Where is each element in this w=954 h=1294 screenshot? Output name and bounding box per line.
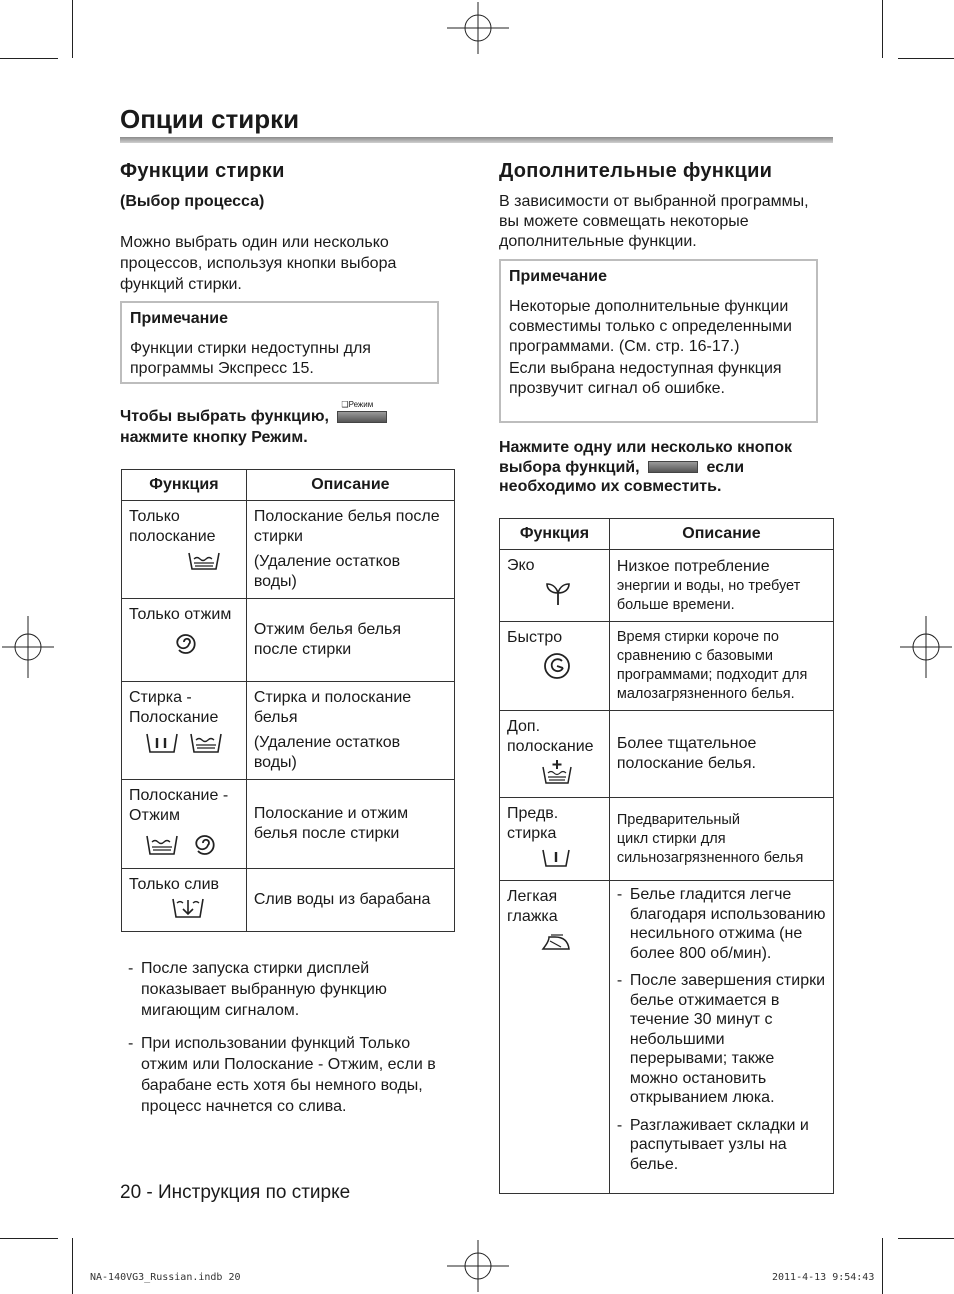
left-instruction [120,400,450,448]
easy-iron-icon [507,931,602,959]
prewash-icon [507,848,602,874]
mode-button[interactable] [337,411,387,423]
function-description: Низкое потребление [616,558,770,575]
extra-rinse-icon [507,759,602,791]
function-description: Полоскание белья после стирки [253,508,440,545]
print-slug-date: 2011-4-13 9:54:43 [772,1272,875,1283]
function-description: энергии и воды, но требует [616,578,801,594]
left-note-text: Функции стирки недоступны для программы Экспресс 15. [130,340,371,377]
function-name: Только отжим [129,606,232,623]
page-title: Опции стирки [120,104,300,134]
left-note [120,301,439,384]
left-bullet-list [128,958,458,1127]
page-footer: 20 - Инструкция по стирке [120,1182,351,1203]
function-description: цикл стирки для [616,830,726,847]
list-item: - После запуска стирки дисплей показывает выбранную функцию мигающим сигналом. [128,958,458,1021]
option-button[interactable] [648,461,698,473]
function-description: Отжим белья белья после стирки [253,621,402,658]
function-name: Только полоскание [129,508,216,545]
table-row [500,881,834,1194]
table-row [500,711,834,798]
list-item: - При использовании функций Только отжим или Полоскание - Отжим, если в барабане есть хотя бы немного воды, процесс начнется со слива. [128,1033,458,1117]
registration-mark-bottom [447,1240,509,1292]
left-intro: Можно выбрать один или несколько процессов, используя кнопки выбора функций стирки. [120,234,397,293]
table-row [122,780,455,869]
table-row [122,599,455,682]
left-instruction-line1: Чтобы выбрать функцию, [120,408,329,425]
mode-button-label: ❑Режим [341,400,374,410]
function-description: сравнению с базовыми [616,648,773,664]
list-item: - Белье гладится легче благодаря использованию несильного отжима (не более 800 об/мин). [617,885,826,963]
function-description-note: (Удаление остатков воды) [253,734,401,771]
right-instruction-line2a: выбора функций, [499,458,640,476]
quick-icon [507,652,602,686]
right-note-text-2: Если выбрана недоступная функция прозвучит сигнал об ошибке. [509,360,782,397]
left-note-title: Примечание [130,310,229,327]
function-description: программами; подходит для [616,667,808,683]
function-description: полоскание белья. [616,755,756,772]
right-note-title: Примечание [509,268,608,285]
function-description: Время стирки короче по [616,629,779,645]
function-name: Легкая глажка [507,888,558,925]
right-th-description: Описание [609,519,833,550]
list-item: - Разглаживает складки и распутывает узлы на белье. [617,1116,826,1175]
drain-icon [129,897,239,925]
function-description: малозагрязненного белья. [616,686,795,702]
function-description: Более тщательное [616,735,757,752]
left-subheading: (Выбор процесса) [120,193,265,210]
right-instruction-line3: необходимо их совместить. [499,478,722,495]
left-heading: Функции стирки [120,160,285,182]
table-row [122,682,455,780]
function-name: Стирка - Полоскание [129,689,219,726]
function-description: Стирка и полоскание белья [253,689,412,726]
rinse-icon [129,551,239,577]
table-row [500,798,834,881]
function-description-note: (Удаление остатков воды) [253,553,401,590]
function-description: Слив воды из барабана [253,891,431,908]
function-name: Доп. полоскание [507,718,594,755]
right-instruction-line1: Нажмите одну или несколько кнопок [499,439,792,456]
table-row [122,501,455,599]
right-instruction-line2b: если [706,458,745,476]
table-row [122,869,455,932]
function-name: Только слив [129,876,220,893]
function-name: Предв. стирка [507,805,559,842]
list-item: - После завершения стирки белье отжимается в течение 30 минут с небольшими перерывами; также можно остановить открыванием люка. [617,971,826,1108]
rinse-spin-icon [129,830,239,862]
right-heading: Дополнительные функции [499,160,773,182]
title-underline [120,137,833,143]
left-functions-table [121,469,455,932]
mode-icon: ❑ [341,400,349,410]
function-name: Быстро [507,629,563,646]
right-note [499,259,818,423]
function-name: Эко [507,557,535,574]
right-instruction [499,438,839,497]
registration-mark-top [447,2,509,54]
eco-leaf-icon [507,580,602,612]
registration-mark-left [2,616,54,678]
right-note-text-1: Некоторые дополнительные функции совместимы только с определенными программами. (См. стр. 16-17.) [509,298,792,355]
function-description: Предварительный [616,811,740,828]
left-th-description: Описание [246,470,454,501]
registration-mark-right [900,616,952,678]
left-th-function: Функция [122,470,247,501]
function-description: Полоскание и отжим белья после стирки [253,805,409,842]
print-slug-file: NA-140VG3_Russian.indb 20 [90,1272,241,1283]
wash-rinse-icon [129,732,239,760]
right-th-function: Функция [500,519,610,550]
function-description: больше времени. [616,597,735,613]
spin-icon [129,629,239,661]
function-name: Полоскание - Отжим [129,787,229,824]
left-instruction-line2: нажмите кнопку Режим. [120,429,308,447]
table-row [500,550,834,622]
table-row [500,622,834,711]
right-functions-table [499,518,834,1194]
function-description: сильнозагрязненного белья [616,849,804,866]
right-intro: В зависимости от выбранной программы, вы можете совмещать некоторые дополнительные функции. [499,193,809,250]
